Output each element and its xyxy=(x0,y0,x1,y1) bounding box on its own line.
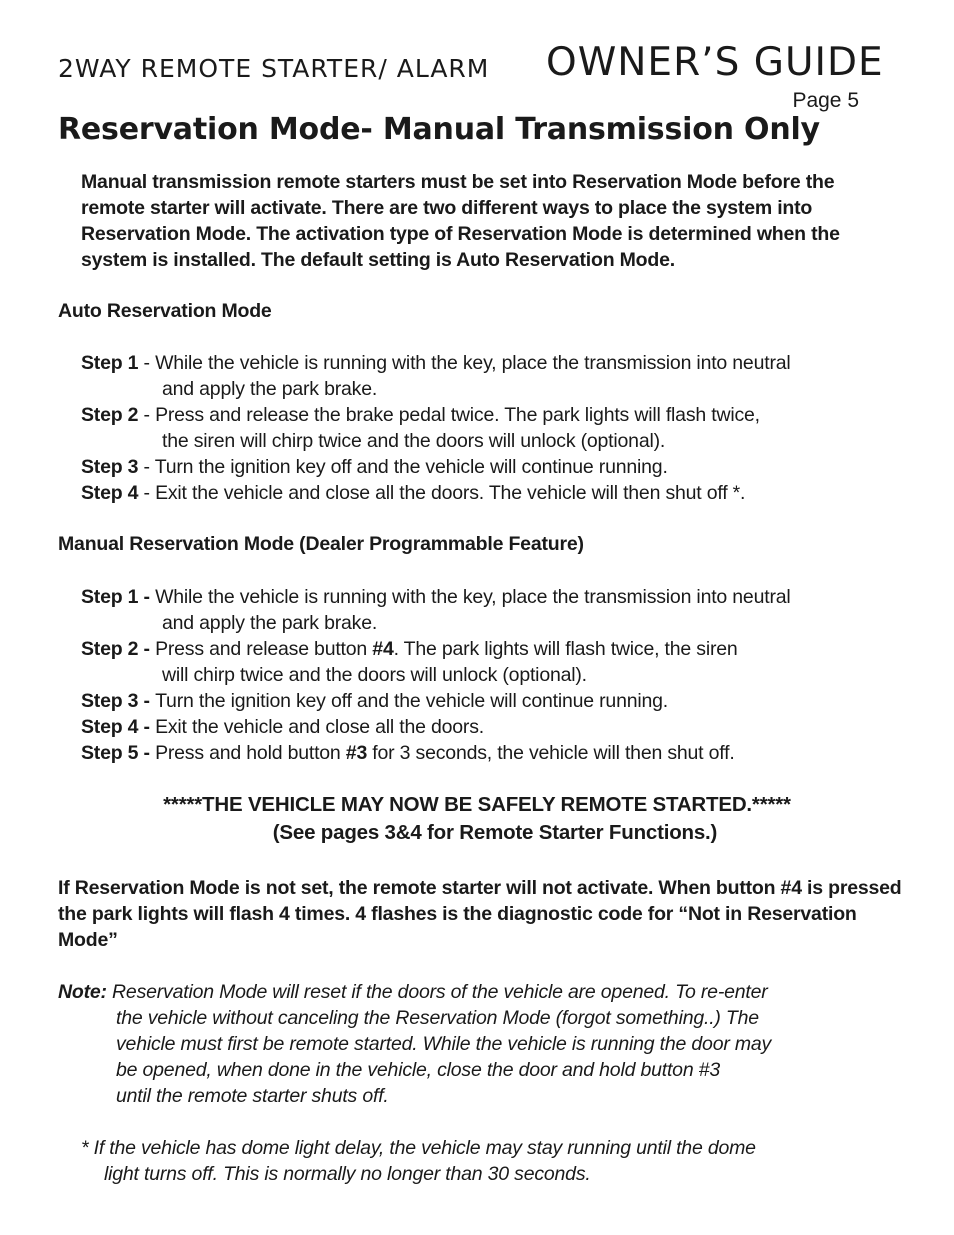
footnote-line-2: light turns off. This is normally no longer than 30 seconds. xyxy=(104,1163,591,1185)
manual-step-1-continued: and apply the park brake. xyxy=(162,612,378,634)
step-text: Turn the ignition key off and the vehicle will continue running. xyxy=(154,456,668,478)
manual-step-4 xyxy=(81,714,484,740)
step-text: Exit the vehicle and close all the doors. The vehicle will then shut off *. xyxy=(155,482,746,504)
auto-step-2 xyxy=(81,402,760,428)
step-separator: - xyxy=(138,456,155,478)
auto-step-2-continued: the siren will chirp twice and the doors will unlock (optional). xyxy=(162,430,666,452)
auto-step-3 xyxy=(81,454,668,480)
auto-reservation-heading: Auto Reservation Mode xyxy=(58,300,272,322)
note-line-4: be opened, when done in the vehicle, close the door and hold button #3 xyxy=(116,1059,720,1081)
manual-reservation-heading: Manual Reservation Mode (Dealer Programmable Feature) xyxy=(58,533,584,555)
manual-step-3 xyxy=(81,688,668,714)
manual-step-5 xyxy=(81,740,735,766)
step-text: . The park lights will flash twice, the siren xyxy=(393,638,738,660)
step-label: Step 1 - xyxy=(81,586,156,608)
auto-step-1 xyxy=(81,350,791,376)
page-number: Page 5 xyxy=(792,89,859,112)
note-text: Reservation Mode will reset if the doors of the vehicle are opened. To re-enter xyxy=(106,981,768,1003)
safe-start-banner: *****THE VEHICLE MAY NOW BE SAFELY REMOTE STARTED.***** xyxy=(163,793,791,816)
step-label: Step 2 xyxy=(81,404,139,426)
note-label: Note: xyxy=(58,981,107,1003)
step-label: Step 3 xyxy=(81,456,139,478)
note-paragraph xyxy=(58,979,768,1005)
auto-step-1-continued: and apply the park brake. xyxy=(162,378,378,400)
step-label: Step 2 - xyxy=(81,638,156,660)
note-line-3: vehicle must first be remote started. While the vehicle is running the door may xyxy=(116,1033,772,1055)
step-label: Step 4 - xyxy=(81,716,156,738)
step-label: Step 1 xyxy=(81,352,139,374)
note-line-2: the vehicle without canceling the Reservation Mode (forgot something..) The xyxy=(116,1007,759,1029)
page-title: Reservation Mode- Manual Transmission Only xyxy=(58,112,820,147)
step-separator: - xyxy=(138,404,156,426)
note-line-5: until the remote starter shuts off. xyxy=(116,1085,389,1107)
step-text: While the vehicle is running with the key, place the transmission into neutral xyxy=(155,352,791,374)
manual-step-2-continued: will chirp twice and the doors will unlock (optional). xyxy=(162,664,587,686)
intro-paragraph: Manual transmission remote starters must be set into Reservation Mode before the remote starter will activate. There are two different ways to place the system into Reservation Mode. The activation type of Reservation Mode is determined when the system is installed. The default setting is Auto Reservation Mode. xyxy=(81,171,840,271)
manual-step-1 xyxy=(81,584,791,610)
header-guide-title: OWNER’S GUIDE xyxy=(546,40,884,85)
step-text: Exit the vehicle and close all the doors. xyxy=(155,716,484,738)
step-text: for 3 seconds, the vehicle will then shut off. xyxy=(367,742,735,764)
step-separator: - xyxy=(138,482,156,504)
not-set-warning: If Reservation Mode is not set, the remote starter will not activate. When button #4 is pressed the park lights will flash 4 times. 4 flashes is the diagnostic code for “Not in Reservation Mode” xyxy=(58,877,902,951)
step-text: Press and release the brake pedal twice. The park lights will flash twice, xyxy=(155,404,760,426)
step-separator: - xyxy=(138,352,156,374)
see-pages-note: (See pages 3&4 for Remote Starter Functions.) xyxy=(272,821,718,844)
step-label: Step 3 - xyxy=(81,690,156,712)
header-product-name: 2WAY REMOTE STARTER/ ALARM xyxy=(58,54,490,83)
step-text: Press and hold button xyxy=(155,742,346,764)
button-number: #4 xyxy=(372,638,394,660)
auto-step-4 xyxy=(81,480,745,506)
step-label: Step 5 - xyxy=(81,742,156,764)
manual-step-2 xyxy=(81,636,738,662)
step-text: While the vehicle is running with the key, place the transmission into neutral xyxy=(155,586,791,608)
step-label: Step 4 xyxy=(81,482,139,504)
footnote-line-1: * If the vehicle has dome light delay, the vehicle may stay running until the dome xyxy=(81,1137,756,1159)
button-number: #3 xyxy=(345,742,368,764)
step-text: Press and release button xyxy=(155,638,373,660)
step-text: Turn the ignition key off and the vehicle will continue running. xyxy=(155,690,669,712)
